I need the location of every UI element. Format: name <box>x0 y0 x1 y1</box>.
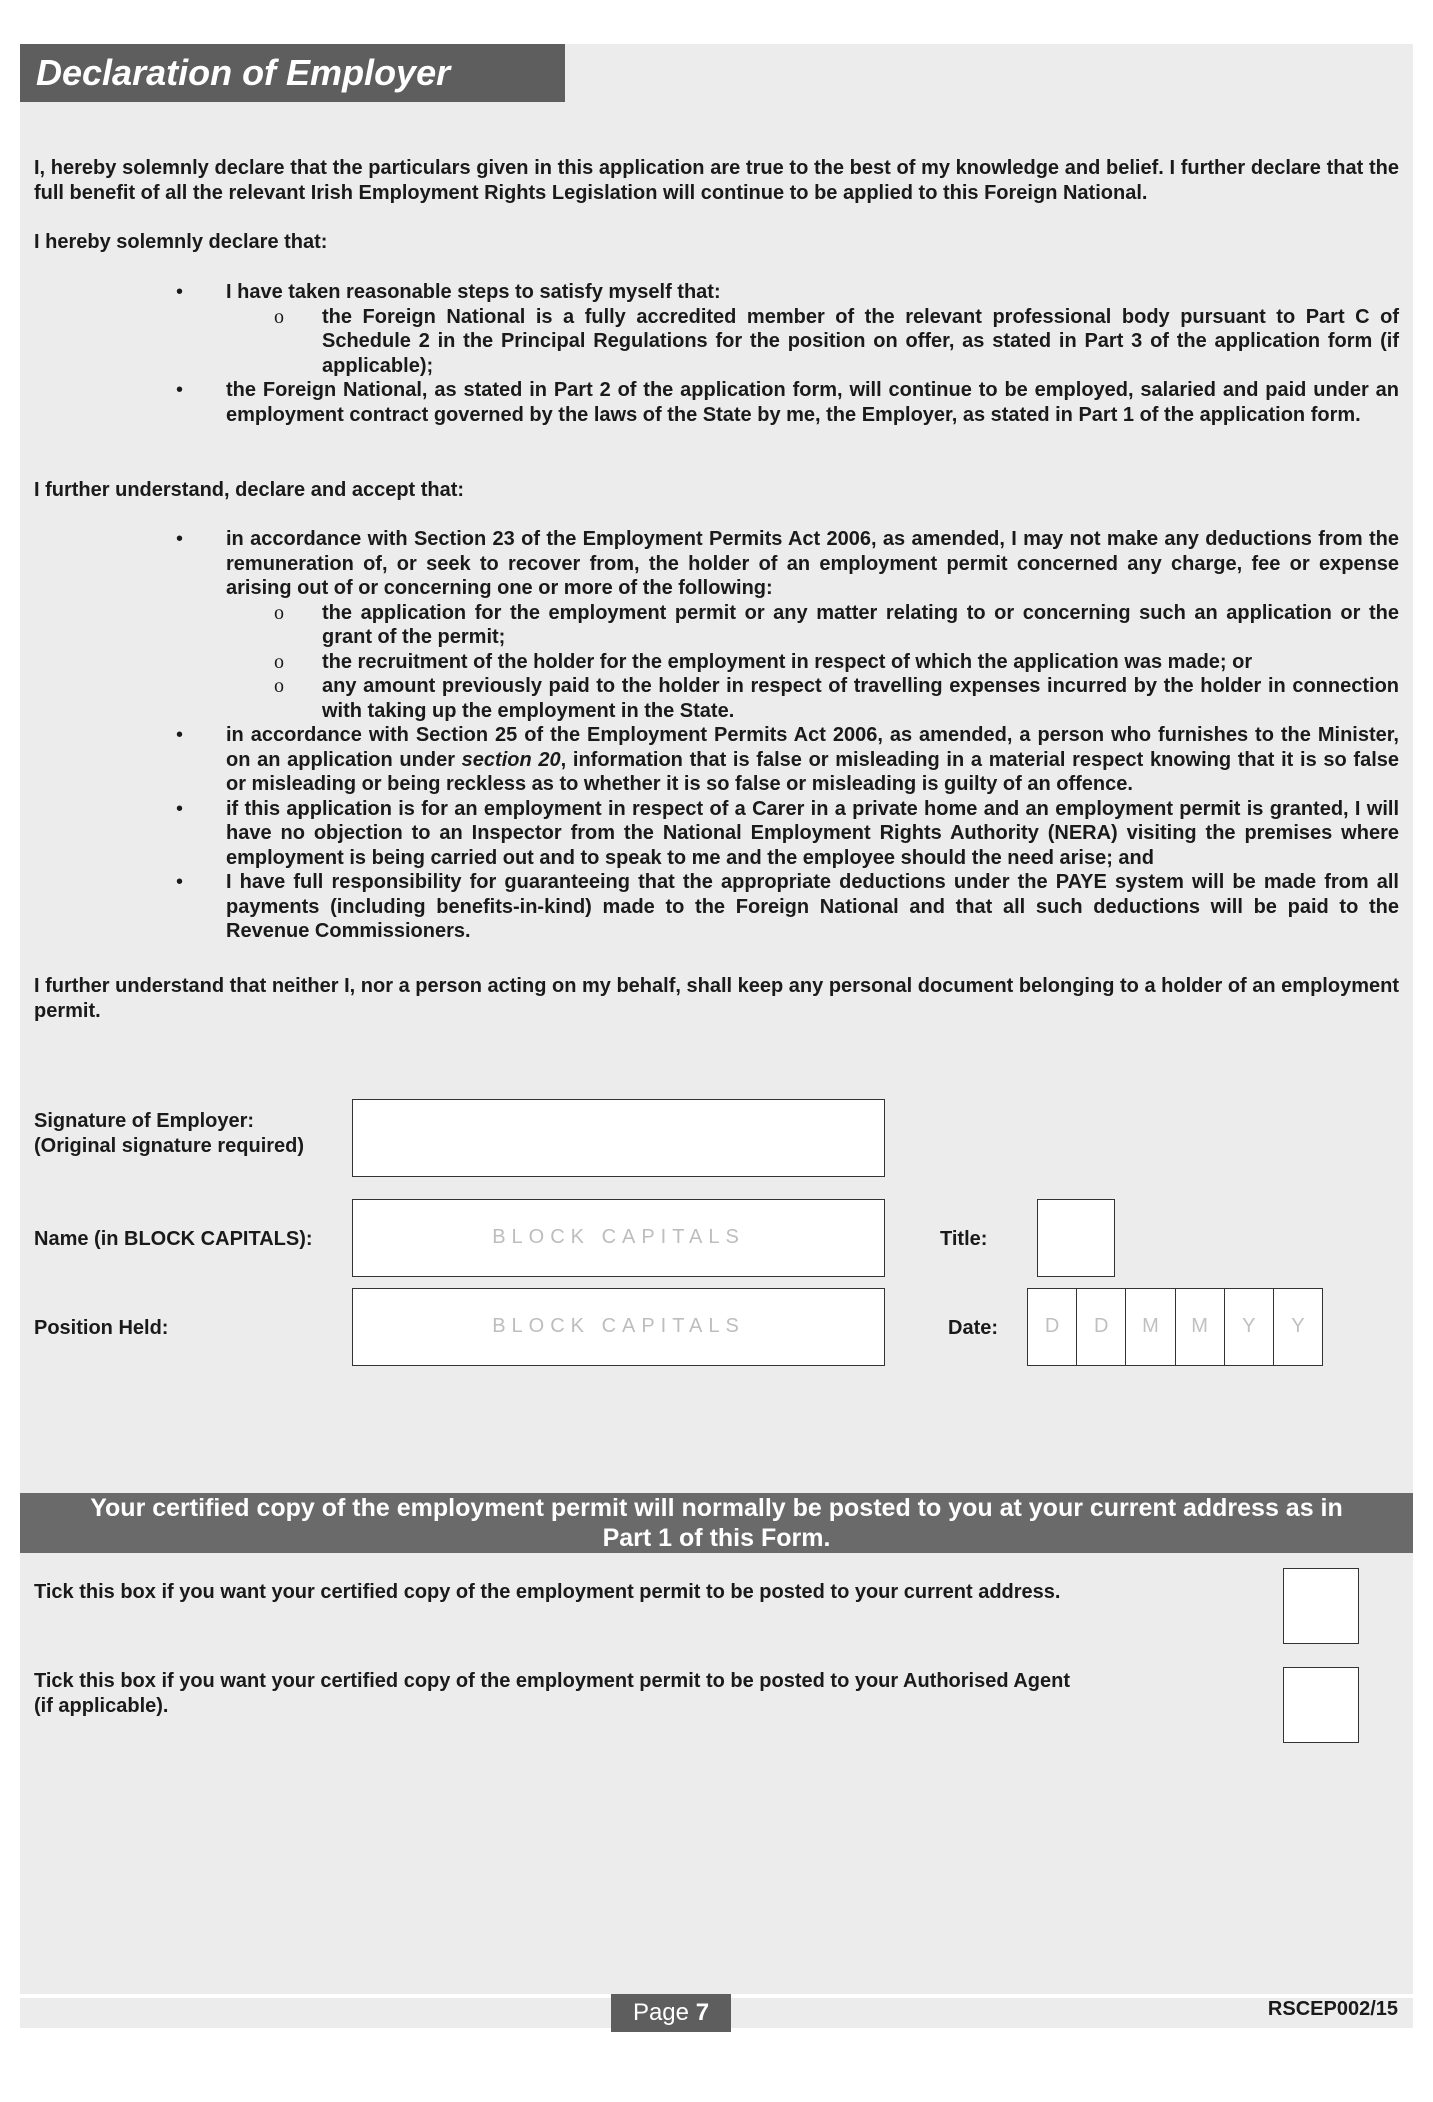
tick-current-address-checkbox[interactable] <box>1283 1568 1359 1644</box>
list-item <box>34 527 1399 723</box>
date-label: Date: <box>948 1317 999 1339</box>
date-day-cell[interactable]: D <box>1077 1289 1126 1365</box>
signature-field[interactable] <box>352 1099 885 1177</box>
sub-list <box>226 305 1399 379</box>
position-field[interactable]: BLOCK CAPITALS <box>352 1288 885 1366</box>
section-reference: section 20 <box>461 748 561 771</box>
list-item-text: I have taken reasonable steps to satisfy myself that: <box>226 281 721 303</box>
date-month-cell[interactable]: M <box>1126 1289 1175 1365</box>
page-number: 7 <box>695 1999 710 2026</box>
name-label: Name (in BLOCK CAPITALS): <box>34 1228 313 1250</box>
declare-intro: I hereby solemnly declare that: <box>34 231 328 253</box>
list-item-text: , information that is false or misleading in a material respect knowing that it is so false or misleading or being reckless as to whether it is so false or misleading is guilty of an offence. <box>226 748 1400 795</box>
tick-agent-label <box>34 1669 1070 1718</box>
declaration-paragraph: I, hereby solemnly declare that the particulars given in this application are true to the best of my knowledge and belief. I further declare that the full benefit of all the relevant Irish Employment Rights Legislation will continue to be applied to this Foreign National. <box>34 157 1399 204</box>
tick-agent-label-line: (if applicable). <box>34 1694 169 1717</box>
acceptance-list <box>34 527 1399 944</box>
banner-line: Part 1 of this Form. <box>602 1524 831 1552</box>
list-item-text: in accordance with Section 23 of the Employment Permits Act 2006, as amended, I may not make any deductions from the remuneration of, or seek to recover from, the holder of an employment permit concerned any charge, fee or expense arising out of or concerning one or more of the following: <box>226 528 1399 599</box>
list-item <box>34 723 1399 797</box>
signature-label-line: Signature of Employer: <box>34 1110 255 1132</box>
form-code: RSCEP002/15 <box>1267 1998 1398 2020</box>
tick-agent-checkbox[interactable] <box>1283 1667 1359 1743</box>
tick-agent-label-line: Tick this box if you want your certified copy of the employment permit to be posted to your Authorised Agent <box>34 1670 1071 1692</box>
sub-list-item: o the recruitment of the holder for the employment in respect of which the application was made; or <box>226 650 1399 675</box>
list-item: • I have full responsibility for guaranteeing that the appropriate deductions under the PAYE system will be made from all payments (including benefits-in-kind) made to the Foreign National and that all such deductions will be paid to the Revenue Commissioners. <box>34 870 1399 944</box>
document-paragraph: I further understand that neither I, nor a person acting on my behalf, shall keep any personal document belonging to a holder of an employment permit. <box>34 975 1399 1022</box>
list-item <box>34 280 1399 378</box>
title-field[interactable] <box>1037 1199 1115 1277</box>
sub-list-item: o the application for the employment permit or any matter relating to or concerning such an application or the grant of the permit; <box>226 601 1399 650</box>
accept-intro: I further understand, declare and accept that: <box>34 479 465 501</box>
date-year-cell[interactable]: Y <box>1291 1315 1305 1337</box>
signature-label-note: (Original signature required) <box>34 1134 305 1157</box>
list-item: • the Foreign National, as stated in Part 2 of the application form, will continue to be employed, salaried and paid under an employment contract governed by the laws of the State by me, the Employer, as stated in Part 1 of the application form. <box>34 378 1399 427</box>
page-number-tab <box>611 1994 731 2032</box>
postage-banner <box>20 1493 1413 1553</box>
date-year-cell[interactable]: Y <box>1225 1289 1274 1365</box>
sub-list <box>226 601 1399 724</box>
name-field[interactable]: BLOCK CAPITALS <box>352 1199 885 1277</box>
page-word: Page <box>632 1999 690 2026</box>
sub-list-item: o the Foreign National is a fully accredited member of the relevant professional body pursuant to Part C of Schedule 2 in the Principal Regulations for the position on offer, as stated in Part 3 of the application form (if applicable); <box>226 305 1399 379</box>
title-label: Title: <box>940 1228 988 1250</box>
sub-list-item: o any amount previously paid to the holder in respect of travelling expenses incurred by the holder in connection with taking up the employment in the State. <box>226 674 1399 723</box>
date-field[interactable] <box>1027 1288 1323 1366</box>
date-day-cell[interactable]: D <box>1028 1289 1077 1365</box>
section-heading: Declaration of Employer <box>20 44 565 102</box>
banner-line: Your certified copy of the employment permit will normally be posted to you at your current address as in <box>90 1494 1343 1522</box>
list-item-text: in accordance with Section 25 of the Employment Permits Act 2006, as amended, a person who furnishes to the Minister, on an application under <box>226 724 1399 771</box>
list-item: • if this application is for an employment in respect of a Carer in a private home and an employment permit is granted, I will have no objection to an Inspector from the National Employment Rights Authority (NERA) visiting the premises where employment is being carried out and to speak to me and the employee should the need arise; and <box>34 797 1399 871</box>
tick-current-address-label: Tick this box if you want your certified copy of the employment permit to be posted to your current address. <box>34 1581 1061 1603</box>
declaration-list <box>34 280 1399 427</box>
signature-label <box>34 1109 304 1158</box>
position-label: Position Held: <box>34 1317 169 1339</box>
date-month-cell[interactable]: M <box>1176 1289 1225 1365</box>
